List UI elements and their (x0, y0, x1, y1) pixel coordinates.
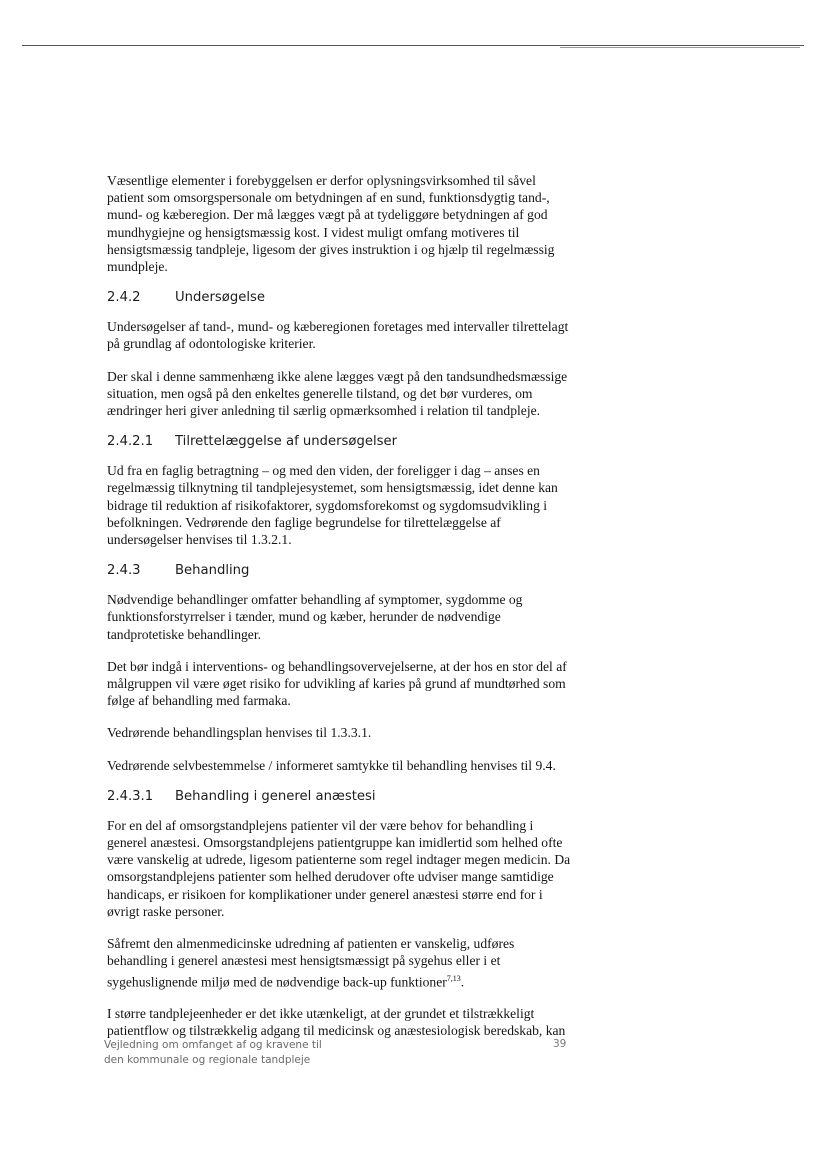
header-rule-secondary (560, 47, 800, 48)
paragraph: Nødvendige behandlinger omfatter behandling af symptomer, sygdomme og funktionsforstyrrelser i tænder, mund og kæber, herunder de nødvendige tandprotetiske behandlinger. (107, 592, 523, 642)
header-rule (22, 45, 804, 46)
paragraph: Der skal i denne sammenhæng ikke alene lægges vægt på den tandsundhedsmæssige situation, men også på den enkeltes generelle tilstand, og det bør vurderes, om ændringer heri giver anledning til særlig opmærksomhed i relation til tandpleje. (107, 368, 568, 419)
paragraph-with-reference (107, 935, 575, 990)
heading-title: Tilrettelæggelse af undersøgelser (175, 434, 398, 450)
paragraph: Vedrørende selvbestemmelse / informeret samtykke til behandling henvises til 9.4. (107, 757, 556, 773)
page-number: 39 (553, 1038, 567, 1050)
page-footer (104, 1038, 322, 1068)
heading-2-4-2 (107, 290, 575, 305)
footer-line-1: Vejledning om omfanget af og kravene til (104, 1039, 322, 1051)
heading-title: Behandling i generel anæstesi (175, 788, 376, 804)
paragraph: Vedrørende behandlingsplan henvises til 1.3.3.1. (107, 725, 372, 741)
paragraph: I større tandplejeenheder er det ikke utænkeligt, at der grundet et tilstrækkeligt patientflow og tilstrækkelig adgang til medicinsk og anæstesiologisk beredskab, kan (107, 1006, 566, 1039)
heading-title: Behandling (175, 563, 250, 579)
paragraph: Ud fra en faglig betragtning – og med den viden, der foreligger i dag – anses en regelmæssig tilknytning til tandplejesystemet, som hensigtsmæssig, idet denne kan bidrage til reduktion af risikofaktorer, sygdomsforekomst og sygdomsudvikling i befolkningen. Vedrørende den faglige begrundelse for tilrettelæggelse af undersøgelser henvises til 1.3.2.1. (107, 463, 558, 548)
paragraph: Det bør indgå i interventions- og behandlingsovervejelserne, at der hos en stor del af målgruppen vil være øget risiko for udvikling af karies på grund af mundtørhed som følge af behandling med farmaka. (107, 658, 567, 709)
heading-number: 2.4.2 (107, 290, 141, 306)
heading-number: 2.4.2.1 (107, 434, 154, 450)
paragraph-end: . (460, 974, 465, 990)
heading-number: 2.4.3.1 (107, 788, 154, 804)
footer-line-2: den kommunale og regionale tandpleje (104, 1054, 311, 1066)
heading-number: 2.4.3 (107, 563, 141, 579)
heading-2-4-3-1 (107, 789, 575, 804)
heading-title: Undersøgelse (175, 290, 265, 306)
paragraph-text: Såfremt den almenmedicinske udredning af patienten er vanskelig, udføres behandling i generel anæstesi mest hensigtsmæssigt på sygehus eller i et sygehuslignende miljø med de nødvendige back-up funktioner (107, 936, 515, 990)
heading-2-4-2-1 (107, 434, 575, 449)
intro-paragraph: Væsentlige elementer i forebyggelsen er derfor oplysningsvirksomhed til såvel patient som omsorgspersonale om betydningen af en sund, funktionsdygtig tand-, mund- og kæberegion. Der må lægges vægt på at tydeliggøre betydningen af god mundhygiejne og hensigtsmæssig kost. I videst muligt omfang motiveres til hensigtsmæssig tandpleje, ligesom der gives instruktion i og hjælp til regelmæssig mundpleje. (107, 173, 555, 275)
reference-superscript: 7,13 (446, 973, 461, 983)
page-body (107, 172, 575, 1055)
paragraph: Undersøgelser af tand-, mund- og kæberegionen foretages med intervaller tilrettelagt på grundlag af odontologiske kriterier. (107, 319, 569, 352)
paragraph: For en del af omsorgstandplejens patienter vil der være behov for behandling i generel anæstesi. Omsorgstandplejens patientgruppe kan imidlertid som helhed ofte være vanskelig at udrede, ligesom patienterne som regel indtager megen medicin. Da omsorgstandplejens patienter som helhed derudover ofte udviser mange samtidige handicaps, er risikoen for komplikationer under generel anæstesi større end for i øvrigt raske personer. (107, 817, 571, 919)
heading-2-4-3 (107, 563, 575, 578)
